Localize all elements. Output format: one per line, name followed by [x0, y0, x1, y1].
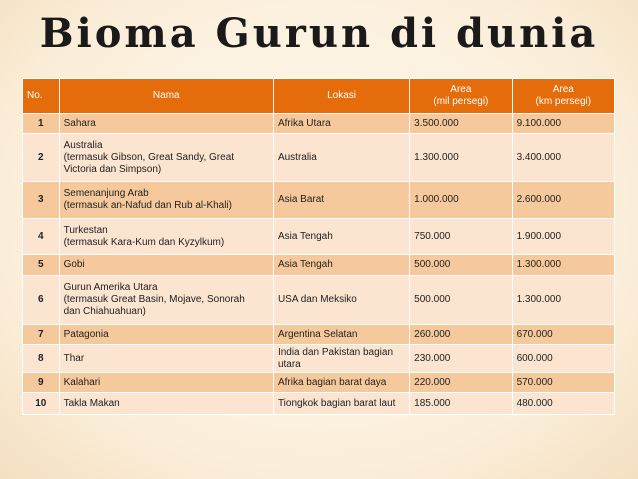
cell-lokasi-line: Asia Barat	[277, 194, 325, 205]
cell-nama-line: dan Chiahuahuan)	[63, 306, 146, 317]
cell-nama	[59, 219, 273, 255]
cell-lokasi-line: Tiongkok bagian barat laut	[277, 397, 396, 409]
cell-no: 3	[23, 182, 60, 219]
cell-no: 8	[23, 345, 60, 373]
table-row	[23, 255, 615, 276]
cell-nama	[59, 255, 273, 276]
cell-nama-line: Victoria dan Simpson)	[63, 163, 162, 175]
cell-nama	[59, 393, 273, 415]
header-area-mil-line2: (mil persegi)	[433, 96, 489, 107]
cell-lokasi-line: India dan Pakistan bagian	[277, 346, 394, 358]
cell-lokasi	[273, 219, 409, 255]
header-area-km-line2: (km persegi)	[535, 96, 592, 107]
table-header-row	[23, 79, 615, 114]
cell-area-mil: 230.000	[410, 345, 512, 373]
table-body	[23, 114, 615, 415]
cell-area-mil: 185.000	[410, 393, 512, 415]
cell-no: 2	[23, 134, 60, 182]
table-row	[23, 325, 615, 345]
cell-lokasi	[273, 345, 409, 373]
cell-lokasi-line: Asia Tengah	[277, 230, 333, 242]
cell-area-km: 480.000	[512, 393, 614, 415]
cell-nama-line: Kalahari	[63, 376, 101, 388]
cell-area-km: 1.900.000	[512, 219, 614, 255]
cell-nama-line: Thar	[63, 352, 85, 364]
cell-lokasi	[273, 276, 409, 325]
cell-nama	[59, 373, 273, 393]
cell-nama-line: (termasuk Kara-Kum dan Kyzylkum)	[63, 236, 225, 248]
cell-nama-line: Takla Makan	[63, 397, 120, 409]
cell-nama-line: Gobi	[63, 259, 85, 270]
cell-area-km: 670.000	[512, 325, 614, 345]
cell-area-km: 9.100.000	[512, 114, 614, 134]
cell-lokasi	[273, 182, 409, 219]
cell-area-mil: 750.000	[410, 219, 512, 255]
table-row	[23, 134, 615, 182]
table-row	[23, 276, 615, 325]
cell-area-mil: 220.000	[410, 373, 512, 393]
cell-nama-line: Gurun Amerika Utara	[63, 282, 158, 293]
cell-lokasi-line: Asia Tengah	[277, 259, 333, 270]
cell-nama	[59, 345, 273, 373]
cell-area-mil: 500.000	[410, 255, 512, 276]
header-no: No.	[23, 79, 60, 114]
cell-area-km: 1.300.000	[512, 255, 614, 276]
cell-area-km: 600.000	[512, 345, 614, 373]
cell-no: 4	[23, 219, 60, 255]
table-row	[23, 114, 615, 134]
header-area-mil	[410, 79, 512, 114]
table-row	[23, 219, 615, 255]
cell-no: 10	[23, 393, 60, 415]
cell-nama-line: (termasuk an-Nafud dan Rub al-Khali)	[63, 200, 233, 211]
table-row	[23, 393, 615, 415]
slide-title: Bioma Gurun di dunia	[39, 10, 599, 57]
cell-lokasi-line: Afrika bagian barat daya	[277, 376, 387, 388]
cell-nama	[59, 325, 273, 345]
table-row	[23, 345, 615, 373]
cell-area-km: 1.300.000	[512, 276, 614, 325]
cell-area-km: 570.000	[512, 373, 614, 393]
table-row	[23, 182, 615, 219]
cell-nama-line: Semenanjung Arab	[63, 188, 149, 199]
cell-lokasi-line: USA dan Meksiko	[277, 294, 357, 305]
cell-lokasi	[273, 393, 409, 415]
table-row	[23, 373, 615, 393]
cell-nama	[59, 134, 273, 182]
cell-area-mil: 1.000.000	[410, 182, 512, 219]
cell-nama	[59, 182, 273, 219]
cell-lokasi-line: Australia	[277, 151, 317, 163]
header-area-km	[512, 79, 614, 114]
cell-lokasi	[273, 134, 409, 182]
cell-nama-line: (termasuk Great Basin, Mojave, Sonorah	[63, 294, 245, 305]
cell-nama-line: Patagonia	[63, 328, 109, 340]
cell-lokasi-line: utara	[277, 358, 301, 370]
cell-area-mil: 500.000	[410, 276, 512, 325]
cell-nama	[59, 276, 273, 325]
header-area-km-line1: Area	[552, 84, 574, 95]
cell-no: 7	[23, 325, 60, 345]
cell-no: 1	[23, 114, 60, 134]
cell-no: 5	[23, 255, 60, 276]
cell-lokasi	[273, 373, 409, 393]
cell-lokasi	[273, 114, 409, 134]
cell-no: 9	[23, 373, 60, 393]
cell-area-mil: 260.000	[410, 325, 512, 345]
cell-area-km: 2.600.000	[512, 182, 614, 219]
cell-nama-line: Sahara	[63, 117, 96, 129]
header-nama: Nama	[59, 79, 273, 114]
header-lokasi: Lokasi	[273, 79, 409, 114]
header-area-mil-line1: Area	[450, 84, 472, 95]
cell-nama-line: Turkestan	[63, 224, 108, 236]
cell-nama-line: Australia	[63, 139, 103, 151]
cell-lokasi-line: Afrika Utara	[277, 117, 331, 129]
cell-lokasi	[273, 255, 409, 276]
cell-area-km: 3.400.000	[512, 134, 614, 182]
cell-nama	[59, 114, 273, 134]
desert-biome-table	[22, 78, 615, 415]
cell-area-mil: 3.500.000	[410, 114, 512, 134]
cell-area-mil: 1.300.000	[410, 134, 512, 182]
cell-no: 6	[23, 276, 60, 325]
cell-lokasi	[273, 325, 409, 345]
cell-nama-line: (termasuk Gibson, Great Sandy, Great	[63, 151, 235, 163]
cell-lokasi-line: Argentina Selatan	[277, 328, 358, 340]
